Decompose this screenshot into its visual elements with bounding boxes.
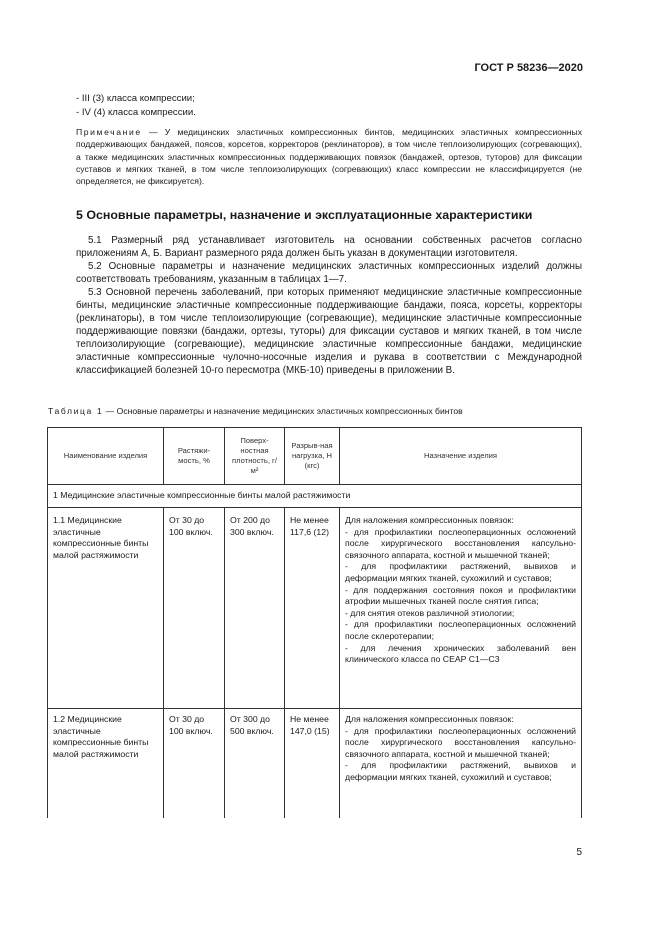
table-row [48,709,582,819]
table-row [48,508,582,709]
table-caption: Таблица 1 — Основные параметры и назначение медицинских эластичных компрессионных бинтов [48,406,463,416]
cell-stretch: От 30 до 100 включ. [164,508,225,709]
column-header: Растяжи-мость, % [164,428,225,485]
column-header: Наименование изделия [48,428,164,485]
cell-load: Не менее 117,6 (12) [285,508,340,709]
table-section-row [48,485,582,508]
cell-name: 1.2 Медицинские эластичные компрессионные бинты малой растяжимости [48,709,164,819]
parameters-table [47,427,582,818]
note-block [76,126,582,187]
table-header-row [48,428,582,485]
note-text: — У медицинских эластичных компрессионных бинтов, медицинских эластичных компрессионных поддерживающих бандажей, поясов, корсетов, корректоров (реклинаторов), в том числе теплоизолирующих (согревающих), а также медицинских эластичных компрессионных поддерживающих повязок (бандажей, ортезов, туторов) для фиксации суставов и мягких тканей, в том числе теплоизолирующих (согревающих) класс компрессии не классифицируется (не определяется, не фиксируется). [76,127,582,187]
list-item: - IV (4) класса компрессии. [76,107,196,118]
section-heading: 5 Основные параметры, назначение и эксплуатационные характеристики [76,208,533,222]
paragraph-5-1: 5.1 Размерный ряд устанавливает изготовитель на основании собственных расчетов согласно приложениям А, Б. Вариант размерного ряда должен быть указан в документации изготовителя. [76,235,582,259]
paragraph-5-2: 5.2 Основные параметры и назначение медицинских эластичных компрессионных изделий должны соответствовать требованиям, указанным в таблицах 1—7. [76,261,582,285]
note-lead: Примечание [76,127,142,137]
section-row-label: 1 Медицинские эластичные компрессионные бинты малой растяжимости [48,485,582,508]
cell-purpose: Для наложения компрессионных повязок: - для профилактики послеоперационных осложнений после хирургического восстановления капсульно-связочного аппарата, костной и мышечной тканей; - для профилактики растяжений, вывихов и деформации мягких тканей, сухожилий и суставов; - для поддержания состояния покоя и профилактики атрофии мышечных тканей после снятия гипса; - для снятия отеков различной этиологии; - для профилактики послеоперационных осложнений после склеротерапии; - для лечения хронических заболеваний вен клинического класса по CEAP C1—C3 [340,508,582,709]
column-header: Разрыв-ная нагрузка, Н (кгс) [285,428,340,485]
column-header: Поверх-ностная плотность, г/м² [225,428,285,485]
cell-purpose: Для наложения компрессионных повязок: - для профилактики послеоперационных осложнений после хирургического восстановления капсульно-связочного аппарата, костной и мышечной тканей; - для профилактики растяжений, вывихов и деформации мягких тканей, сухожилий и суставов; [340,709,582,819]
cell-stretch: От 30 до 100 включ. [164,709,225,819]
paragraph-5-3: 5.3 Основной перечень заболеваний, при которых применяют медицинские эластичные компрессионные бинты, медицинские эластичные компрессионные поддерживающие бандажи, пояса, корсеты, корректоры (реклинаторы), в том числе теплоизолирующие (согревающие), медицинские эластичные компрессионные поддерживающие повязки (бандажи, ортезы, туторы) для фиксации суставов и мягких тканей, в том числе теплоизолирующие (согревающие), медицинские эластичные компрессионные бандажи, медицинские эластичные компрессионные чулочно-носочные изделия и рукава в соответствии с Международной классификацией болезней 10-го пересмотра (МКБ-10) приведены в приложении В. [76,287,582,376]
standard-designation: ГОСТ Р 58236—2020 [474,62,583,74]
page-number: 5 [576,847,582,858]
cell-density: От 200 до 300 включ. [225,508,285,709]
cell-load: Не менее 147,0 (15) [285,709,340,819]
cell-density: От 300 до 500 включ. [225,709,285,819]
column-header: Назначение изделия [340,428,582,485]
list-item: - III (3) класса компрессии; [76,93,195,104]
cell-name: 1.1 Медицинские эластичные компрессионные бинты малой растяжимости [48,508,164,709]
